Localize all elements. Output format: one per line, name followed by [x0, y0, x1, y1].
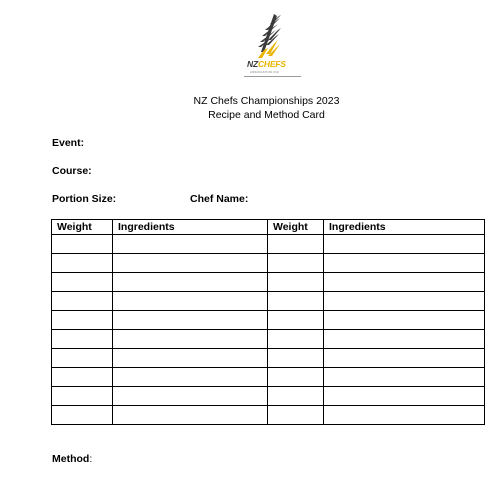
weight-cell[interactable]: [52, 311, 113, 330]
method-label: [52, 452, 92, 466]
method-label-colon: :: [89, 453, 93, 465]
ingredients-header-2: Ingredients: [324, 220, 485, 235]
weight-cell[interactable]: [52, 330, 113, 349]
table-row: [52, 292, 485, 311]
table-row: [52, 311, 485, 330]
weight-cell[interactable]: [268, 292, 324, 311]
table-row: [52, 406, 485, 425]
weight-header-2: Weight: [268, 220, 324, 235]
weight-cell[interactable]: [268, 406, 324, 425]
ingredient-cell[interactable]: [113, 406, 268, 425]
weight-cell[interactable]: [268, 235, 324, 254]
table-row: [52, 368, 485, 387]
ingredient-cell[interactable]: [324, 311, 485, 330]
weight-cell[interactable]: [268, 349, 324, 368]
ingredient-cell[interactable]: [324, 292, 485, 311]
logo-chefs-text: CHEFS: [257, 59, 286, 69]
table-row: [52, 254, 485, 273]
weight-cell[interactable]: [268, 311, 324, 330]
weight-cell[interactable]: [52, 406, 113, 425]
weight-cell[interactable]: [268, 254, 324, 273]
table-row: [52, 235, 485, 254]
logo-divider: [244, 76, 301, 77]
table-row: [52, 273, 485, 292]
ingredient-cell[interactable]: [324, 330, 485, 349]
weight-cell[interactable]: [268, 368, 324, 387]
weight-cell[interactable]: [52, 273, 113, 292]
method-label-text: Method: [52, 453, 90, 465]
table-row: [52, 387, 485, 406]
weight-cell[interactable]: [268, 273, 324, 292]
fern-frond-icon: [244, 12, 304, 60]
logo-subtitle: ASSOCIATION INC: [250, 70, 280, 74]
ingredient-cell[interactable]: [324, 273, 485, 292]
portion-size-label: Portion Size:: [52, 193, 117, 205]
weight-cell[interactable]: [52, 235, 113, 254]
weight-cell[interactable]: [268, 387, 324, 406]
weight-cell[interactable]: [52, 387, 113, 406]
event-label: Event:: [52, 137, 85, 149]
ingredient-cell[interactable]: [113, 349, 268, 368]
logo-nz-text: NZ: [247, 59, 258, 69]
weight-cell[interactable]: [52, 292, 113, 311]
ingredient-cell[interactable]: [113, 292, 268, 311]
weight-cell[interactable]: [52, 368, 113, 387]
logo-wordmark: [247, 60, 286, 69]
nz-chefs-logo: [244, 12, 304, 80]
ingredient-cell[interactable]: [324, 387, 485, 406]
page-title: NZ Chefs Championships 2023: [193, 95, 340, 107]
ingredient-cell[interactable]: [113, 235, 268, 254]
ingredient-cell[interactable]: [113, 387, 268, 406]
ingredient-cell[interactable]: [324, 406, 485, 425]
ingredients-table: [51, 219, 485, 425]
ingredient-cell[interactable]: [113, 330, 268, 349]
ingredient-cell[interactable]: [113, 311, 268, 330]
course-label: Course:: [52, 165, 92, 177]
ingredient-cell[interactable]: [324, 368, 485, 387]
ingredient-cell[interactable]: [324, 349, 485, 368]
weight-cell[interactable]: [52, 349, 113, 368]
table-row: [52, 330, 485, 349]
table-row: [52, 349, 485, 368]
page-subtitle: Recipe and Method Card: [208, 109, 325, 121]
ingredient-cell[interactable]: [324, 235, 485, 254]
weight-header-1: Weight: [52, 220, 113, 235]
ingredient-cell[interactable]: [324, 254, 485, 273]
ingredient-cell[interactable]: [113, 254, 268, 273]
table-header-row: [52, 220, 485, 235]
weight-cell[interactable]: [268, 330, 324, 349]
chef-name-label: Chef Name:: [190, 193, 249, 205]
weight-cell[interactable]: [52, 254, 113, 273]
ingredients-header-1: Ingredients: [113, 220, 268, 235]
ingredient-cell[interactable]: [113, 368, 268, 387]
ingredient-cell[interactable]: [113, 273, 268, 292]
